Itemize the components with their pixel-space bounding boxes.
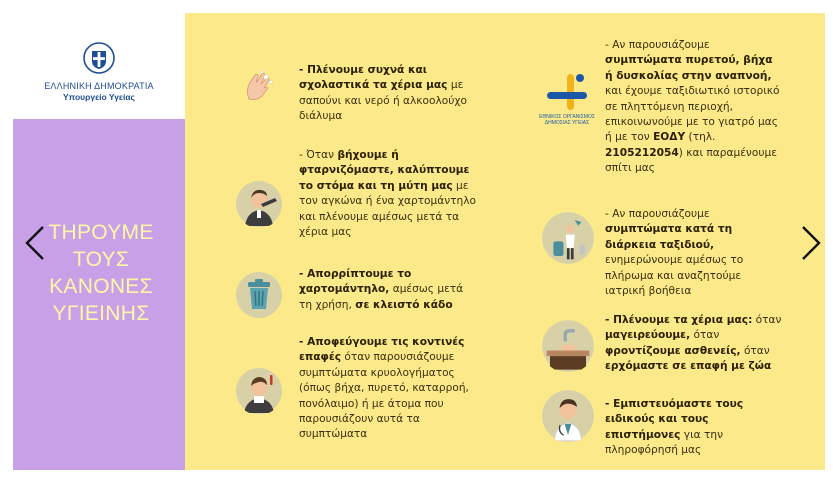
title-line: ΤΗΡΟΥΜΕ (48, 221, 154, 244)
prev-slide-button[interactable] (21, 223, 51, 263)
ministry-logo (13, 41, 185, 102)
title-line: ΥΓΙΕΙΝΗΣ (52, 302, 150, 325)
header-panel (13, 13, 185, 119)
next-slide-button[interactable] (795, 223, 825, 263)
doctor-icon (541, 389, 595, 443)
rule-text: - Απορρίπτουμε το χαρτομάντηλο, αμέσως μετά τη χρήση, σε κλειστό κάδο (299, 268, 464, 311)
ministry-name: Υπουργείο Υγείας (63, 92, 135, 102)
rule-text: - Πλένουμε συχνά και σχολαστικά τα χέρια μας με σαπούνι και νερό ή αλκοολούχο διάλυμα (299, 64, 467, 123)
title-line: ΚΑΝΟΝΕΣ (49, 275, 153, 298)
eody-label: ΕΘΝΙΚΟΣ ΟΡΓΑΝΙΣΜΟΣ (539, 114, 595, 120)
rule-text: - Αποφεύγουμε τις κοντινές επαφές όταν παρουσιάζουμε συμπτώματα κρυολογήματος (όπως βήχα, πυρετό, καταρροή, πονόλαιμο) ή με άτομα που παρουσιάζουν αυτά τα συμπτώματα (299, 336, 469, 441)
trash-bin-icon (235, 271, 283, 319)
hand-washing-icon (235, 63, 283, 111)
eody-label: ΔΗΜΟΣΙΑΣ ΥΓΕΙΑΣ (544, 120, 590, 126)
sick-person-icon (235, 367, 283, 415)
rule-text: - Εμπιστευόμαστε τους ειδικούς και τους επιστήμονες για την πληροφόρησή μας (605, 398, 744, 457)
sneezing-man-icon (235, 180, 283, 228)
rule-text: - Όταν βήχουμε ή φταρνιζόμαστε, καλύπτουμε το στόμα και τη μύτη μας με τον αγκώνα ή ένα χαρτομάντηλο και πλένουμε αμέσως μετά τα χέρια μας (299, 149, 477, 239)
rule-text: - Αν παρουσιάζουμε συμπτώματα πυρετού, βήχα ή δυσκολίας στην αναπνοή, και έχουμε ταξιδιωτικό ιστορικό σε πληττόμενη περιοχή, επικοινωνούμε με το γιατρό μας ή με τον ΕΟΔΥ (τηλ. 2105212054) και παραμένουμε σπίτι μας (605, 39, 780, 175)
chevron-right-icon (795, 223, 825, 263)
sink-hand-washing-icon (541, 319, 595, 373)
page-title (41, 219, 161, 327)
rule-text: - Αν παρουσιάζουμε συμπτώματα κατά τη διάρκεια ταξιδιού, ενημερώνουμε αμέσως το πλήρωμα και αναζητούμε ιατρική βοήθεια (605, 208, 744, 298)
eody-logo-icon (543, 72, 591, 114)
infographic-slide (13, 13, 825, 470)
chevron-left-icon (21, 223, 51, 263)
gov-name: ΕΛΛΗΝΙΚΗ ΔΗΜΟΚΡΑΤΙΑ (44, 81, 154, 91)
eody-logo (535, 72, 599, 136)
rule-text: - Πλένουμε τα χέρια μας: όταν μαγειρεύουμε, όταν φροντίζουμε ασθενείς, όταν ερχόμαστε σε επαφή με ζώα (605, 314, 782, 373)
greek-coat-of-arms-icon (82, 41, 116, 75)
traveler-icon (541, 211, 595, 265)
title-line: ΤΟΥΣ (72, 248, 130, 271)
